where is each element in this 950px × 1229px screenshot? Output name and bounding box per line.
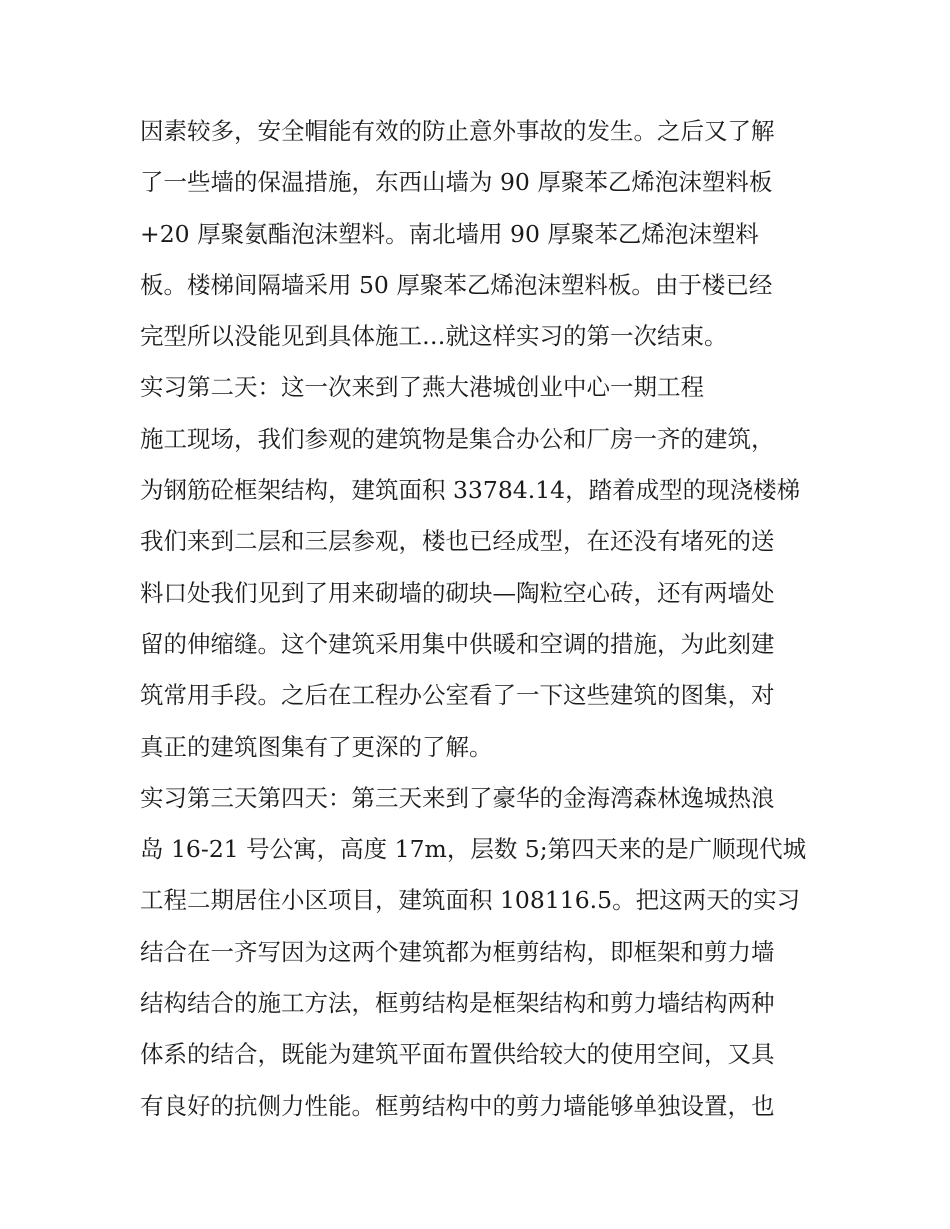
text-line: 板。楼梯间隔墙采用 50 厚聚苯乙烯泡沫塑料板。由于楼已经 — [140, 270, 773, 299]
text-line: 真正的建筑图集有了更深的了解。 — [140, 732, 493, 761]
text-line: 完型所以没能见到具体施工…就这样实习的第一次结束。 — [140, 322, 728, 351]
text-line: 体系的结合，既能为建筑平面布置供给较大的使用空间，又具 — [140, 1040, 775, 1069]
text-line: 结构结合的施工方法，框剪结构是框架结构和剪力墙结构两种 — [140, 989, 775, 1018]
text-line: 料口处我们见到了用来砌墙的砌块—陶粒空心砖，还有两墙处 — [140, 578, 775, 607]
text-line: 筑常用手段。之后在工程办公室看了一下这些建筑的图集，对 — [140, 681, 775, 710]
text-line: 结合在一齐写因为这两个建筑都为框剪结构，即框架和剪力墙 — [140, 937, 775, 966]
text-line: 实习第二天：这一次来到了燕大港城创业中心一期工程 — [140, 373, 704, 402]
text-line: 工程二期居住小区项目，建筑面积 108116.5。把这两天的实习 — [140, 886, 801, 915]
text-line: 有良好的抗侧力性能。框剪结构中的剪力墙能够单独设置，也 — [140, 1091, 775, 1120]
text-line: 我们来到二层和三层参观，楼也已经成型，在还没有堵死的送 — [140, 527, 775, 556]
body-text — [140, 106, 830, 1132]
text-line: 留的伸缩缝。这个建筑采用集中供暖和空调的措施，为此刻建 — [140, 629, 775, 658]
text-line: 因素较多，安全帽能有效的防止意外事故的发生。之后又了解 — [140, 117, 775, 145]
text-line: 实习第三天第四天：第三天来到了豪华的金海湾森林逸城热浪 — [140, 783, 775, 812]
text-line: 了一些墙的保温措施，东西山墙为 90 厚聚苯乙烯泡沫塑料板 — [140, 168, 773, 197]
text-line: 为钢筋砼框架结构，建筑面积 33784.14，踏着成型的现浇楼梯 — [140, 476, 801, 505]
text-line: 岛 16-21 号公寓，高度 17m，层数 5;第四天来的是广顺现代城 — [140, 835, 807, 864]
text-line: 施工现场，我们参观的建筑物是集合办公和厂房一齐的建筑， — [140, 424, 775, 453]
text-line: +20 厚聚氨酯泡沫塑料。南北墙用 90 厚聚苯乙烯泡沫塑料 — [140, 219, 759, 248]
